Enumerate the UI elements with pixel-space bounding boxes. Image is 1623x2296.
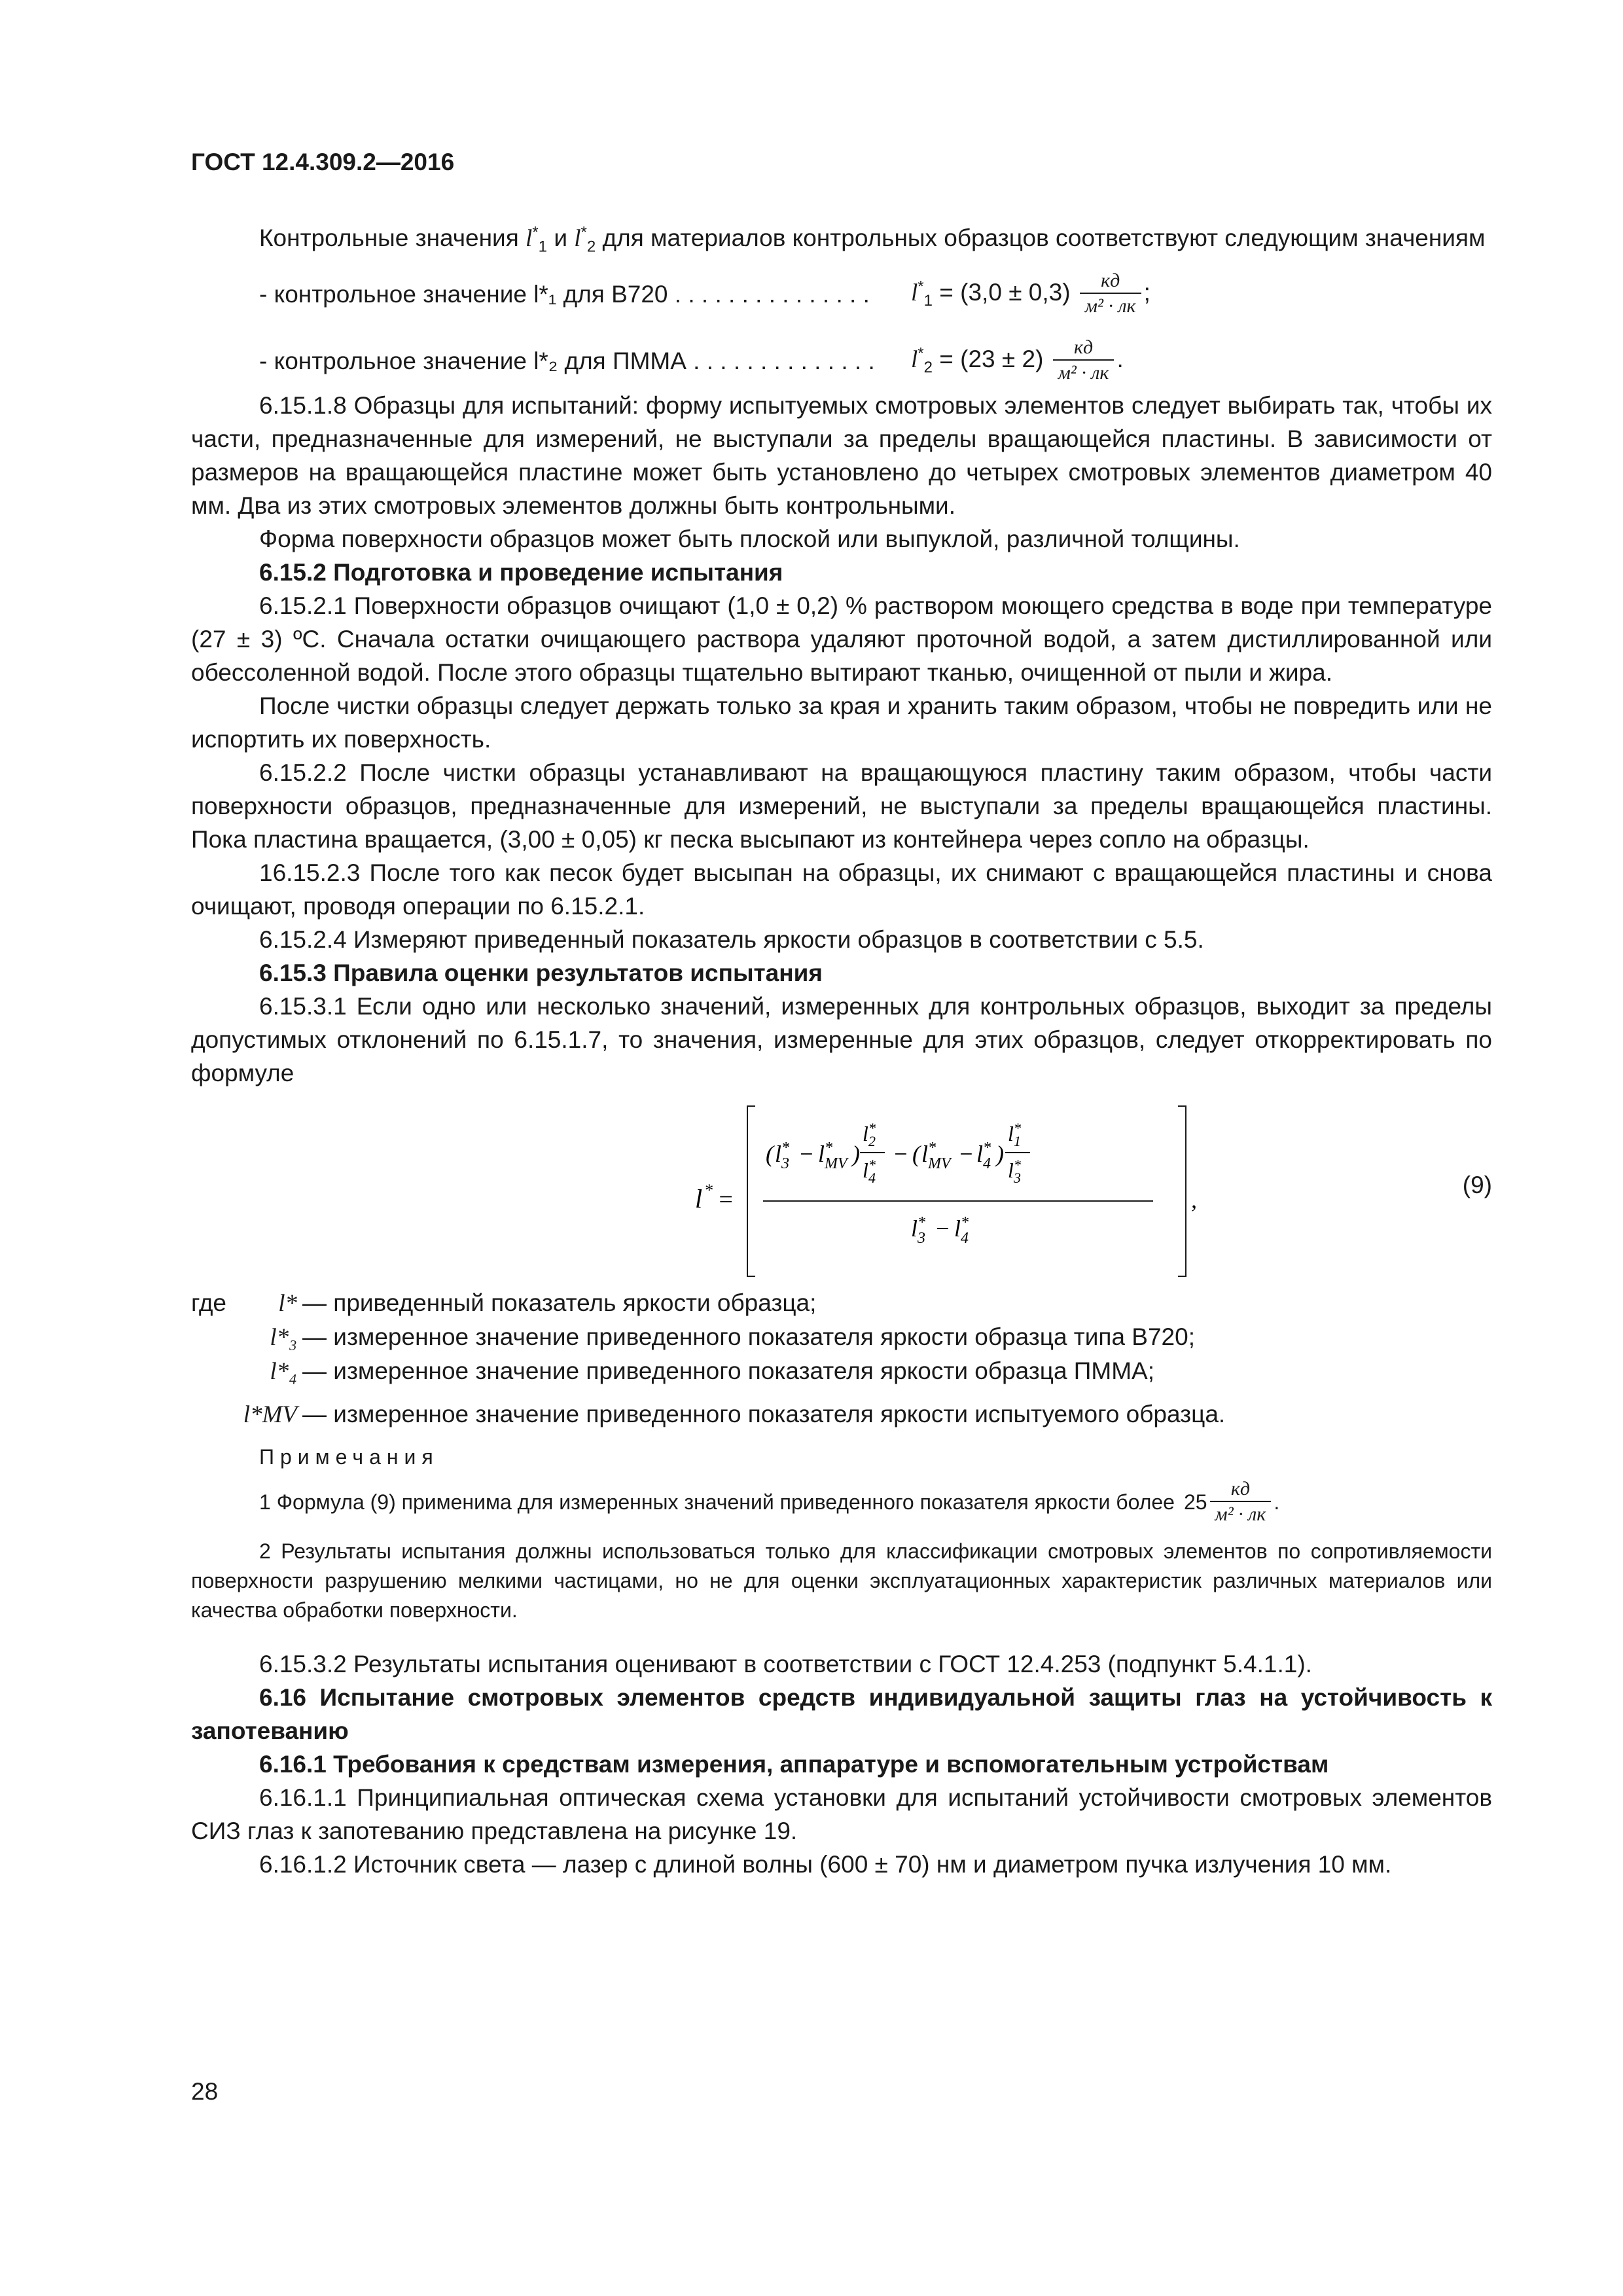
document-header: ГОСТ 12.4.309.2—2016 — [191, 149, 455, 175]
control-value-end: . — [1116, 345, 1124, 372]
unit-numerator: кд — [1230, 1478, 1251, 1499]
definition-row — [191, 1354, 1492, 1388]
svg-text:−: − — [798, 1141, 815, 1167]
svg-text:−: − — [893, 1141, 909, 1167]
control-value: = (23 ± 2) — [939, 345, 1044, 372]
svg-text:MV: MV — [825, 1155, 847, 1172]
note-1-unit-fraction — [1210, 1477, 1272, 1527]
svg-text:l: l — [921, 1141, 929, 1167]
svg-text:MV: MV — [928, 1155, 951, 1172]
svg-text:*: * — [704, 1181, 713, 1200]
svg-text:): ) — [996, 1141, 1004, 1167]
svg-text:4: 4 — [868, 1170, 876, 1186]
control-value-lead: - контрольное значение l*₂ для ПММА . . . . . . . . . . . . . . — [259, 347, 875, 374]
unit-denominator: м² · лк — [1053, 359, 1115, 386]
svg-text:l: l — [863, 1158, 868, 1182]
equation-number: (9) — [1462, 1172, 1492, 1198]
svg-text:3: 3 — [918, 1230, 925, 1247]
svg-text:*: * — [825, 1139, 832, 1157]
document-body — [191, 221, 1492, 1881]
svg-text:1: 1 — [1014, 1133, 1021, 1149]
control-value-row-1 — [191, 266, 1492, 322]
definition-symbol: l*MV — [243, 1401, 297, 1428]
definition-row — [191, 1286, 1492, 1320]
section-heading: 6.15.3 Правила оценки результатов испытания — [259, 960, 823, 986]
svg-text:*: * — [928, 1139, 936, 1157]
svg-text:*: * — [918, 1214, 925, 1231]
paragraph: 6.15.2.2 После чистки образцы устанавливают на вращающуюся пластину таким образом, чтобы части поверхности образцов, предназначенные для измерений, не выступали за пределы вращающейся пластины. Пока пластина вращается, (3,00 ± 0,05) кг песка высыпают из контейнера через сопло на образцы. — [191, 759, 1492, 853]
definition-text: — приведенный показатель яркости образца; — [302, 1289, 817, 1316]
definition-symbol: l*₄ — [270, 1358, 297, 1385]
svg-text:l: l — [818, 1141, 825, 1167]
unit-numerator: кд — [1101, 270, 1120, 291]
definition-symbol: l*₃ — [270, 1324, 297, 1351]
definition-lead: где — [191, 1289, 227, 1316]
svg-text:*: * — [868, 1157, 876, 1173]
svg-text:*: * — [781, 1139, 789, 1157]
section-heading: 6.15.2 Подготовка и проведение испытания — [259, 559, 783, 586]
unit-fraction — [1080, 269, 1141, 319]
control-value-end: ; — [1143, 278, 1150, 306]
svg-text:l: l — [695, 1184, 703, 1213]
intro-text-b: и — [554, 224, 567, 251]
definition-row — [191, 1320, 1492, 1354]
note-1: 1 Формула (9) применима для измеренных значений приведенного показателя яркости более 25 $\frac{кд}{\text{м² · лк}}$ . — [191, 1474, 1492, 1530]
intro-paragraph: Контрольные значения $l^*_1$ и $l^*_2$ для материалов контрольных образцов соответствуют следующим значениям — [259, 223, 1486, 256]
definition-symbol: l* — [278, 1290, 297, 1317]
section-heading: 6.16 Испытание смотровых элементов средств индивидуальной защиты глаз на устойчивость к запотеванию — [191, 1684, 1492, 1744]
svg-text:4: 4 — [983, 1155, 991, 1172]
control-value-formula: $l^*_2 = (23 \pm 2)$ $\frac{кд}{\text{м² · лк}}$ . — [911, 336, 1124, 386]
notes-heading: Примечания — [259, 1445, 439, 1469]
paragraph: Форма поверхности образцов может быть плоской или выпуклой, различной толщины. — [259, 526, 1240, 552]
svg-text:l: l — [863, 1122, 868, 1145]
paragraph: 6.15.3.2 Результаты испытания оценивают в соответствии с ГОСТ 12.4.253 (подпункт 5.4.1.1). — [259, 1651, 1312, 1677]
svg-text:3: 3 — [781, 1155, 789, 1172]
svg-text:,: , — [1191, 1187, 1197, 1213]
svg-text:l: l — [954, 1215, 961, 1242]
paragraph: 6.15.1.8 Образцы для испытаний: форму испытуемых смотровых элементов следует выбирать так, чтобы их части, предназначенные для измерений, не выступали за пределы вращающейся пластины. В зависимости от размеров на вращающейся пластине может быть установлено до четырех смотровых элементов диаметром 40 мм. Два из этих смотровых элементов должны быть контрольными. — [191, 392, 1492, 519]
intro-text-c: для материалов контрольных образцов соответствуют следующим значениям — [602, 224, 1486, 251]
section-heading: 6.16.1 Требования к средствам измерения, аппаратуре и вспомогательным устройствам — [259, 1751, 1329, 1778]
svg-text:−: − — [935, 1215, 951, 1242]
svg-text:l: l — [775, 1141, 782, 1167]
svg-text:l: l — [1008, 1158, 1014, 1182]
symbol-l2: l — [574, 225, 581, 252]
svg-text:*: * — [868, 1120, 876, 1136]
control-value: = (3,0 ± 0,3) — [939, 278, 1071, 306]
paragraph: 6.15.3.1 Если одно или несколько значений, измеренных для контрольных образцов, выходит за пределы допустимых отклонений по 6.15.1.7, то значения, измеренные для этих образцов, следует откорректировать по формуле — [191, 993, 1492, 1086]
paragraph: 6.16.1.1 Принципиальная оптическая схема установки для испытаний устойчивости смотровых элементов СИЗ глаз к запотеванию представлена на рисунке 19. — [191, 1784, 1492, 1844]
svg-text:*: * — [1014, 1157, 1021, 1173]
paragraph: 16.15.2.3 После того как песок будет высыпан на образцы, их снимают с вращающейся пластины и снова очищают, проводя операции по 6.15.2.1. — [191, 859, 1492, 920]
svg-text:(: ( — [912, 1141, 920, 1167]
svg-text:3: 3 — [1014, 1170, 1021, 1186]
formula-9-graphic — [695, 1096, 1219, 1286]
page-number: 28 — [191, 2078, 219, 2105]
svg-text:*: * — [983, 1139, 991, 1157]
control-value-row-2 — [191, 332, 1492, 389]
symbol-l1: l — [526, 225, 533, 252]
svg-text:): ) — [852, 1141, 860, 1167]
unit-denominator: м² · лк — [1080, 293, 1141, 319]
unit-numerator: кд — [1073, 336, 1094, 358]
svg-text:(: ( — [766, 1141, 774, 1167]
note-2: 2 Результаты испытания должны использоваться только для классификации смотровых элементов по сопротивляемости поверхности разрушению мелкими частицами, но не для оценки эксплуатационных характеристик различных материалов или качества обработки поверхности. — [191, 1539, 1492, 1622]
intro-text-a: Контрольные значения — [259, 224, 519, 251]
definition-text: — измеренное значение приведенного показателя яркости образца ПММА; — [302, 1357, 1154, 1384]
svg-text:l: l — [911, 1215, 918, 1242]
unit-fraction — [1053, 336, 1115, 386]
paragraph: 6.16.1.2 Источник света — лазер с длиной волны (600 ± 70) нм и диаметром пучка излучения 10 мм. — [259, 1851, 1392, 1878]
unit-denominator: м² · лк — [1210, 1501, 1272, 1527]
note-1-value: 25 — [1183, 1490, 1207, 1514]
svg-text:*: * — [1014, 1120, 1021, 1136]
svg-text:l: l — [976, 1141, 984, 1167]
svg-text:4: 4 — [961, 1230, 969, 1247]
svg-text:−: − — [958, 1141, 974, 1167]
control-value-lead: - контрольное значение l*₁ для B720 . . . . . . . . . . . . . . . — [259, 280, 870, 308]
definition-text: — измеренное значение приведенного показателя яркости образца типа B720; — [302, 1323, 1195, 1350]
svg-text:2: 2 — [868, 1133, 876, 1149]
note-1-text: 1 Формула (9) применима для измеренных значений приведенного показателя яркости более — [259, 1490, 1175, 1514]
control-value-formula: $l^*_1 = (3,0 \pm 0,3)$ $\frac{кд}{\text{м² · лк}}$ ; — [911, 269, 1150, 319]
svg-text:*: * — [961, 1214, 969, 1231]
paragraph: 6.15.2.4 Измеряют приведенный показатель яркости образцов в соответствии с 5.5. — [259, 926, 1204, 953]
definition-text: — измеренное значение приведенного показателя яркости испытуемого образца. — [302, 1401, 1226, 1427]
svg-text:l: l — [1008, 1122, 1014, 1145]
svg-text:=: = — [717, 1186, 734, 1213]
formula-9 — [191, 1090, 1492, 1286]
paragraph: После чистки образцы следует держать только за края и хранить таким образом, чтобы не повредить или не испортить их поверхность. — [191, 692, 1492, 753]
definition-row — [191, 1397, 1492, 1431]
paragraph: 6.15.2.1 Поверхности образцов очищают (1,0 ± 0,2) % раствором моющего средства в воде при температуре (27 ± 3) ºC. Сначала остатки очищающего раствора удаляют проточной водой, а затем дистиллированной или обессоленной водой. После этого образцы тщательно вытирают тканью, очищенной от пыли и жира. — [191, 592, 1492, 686]
